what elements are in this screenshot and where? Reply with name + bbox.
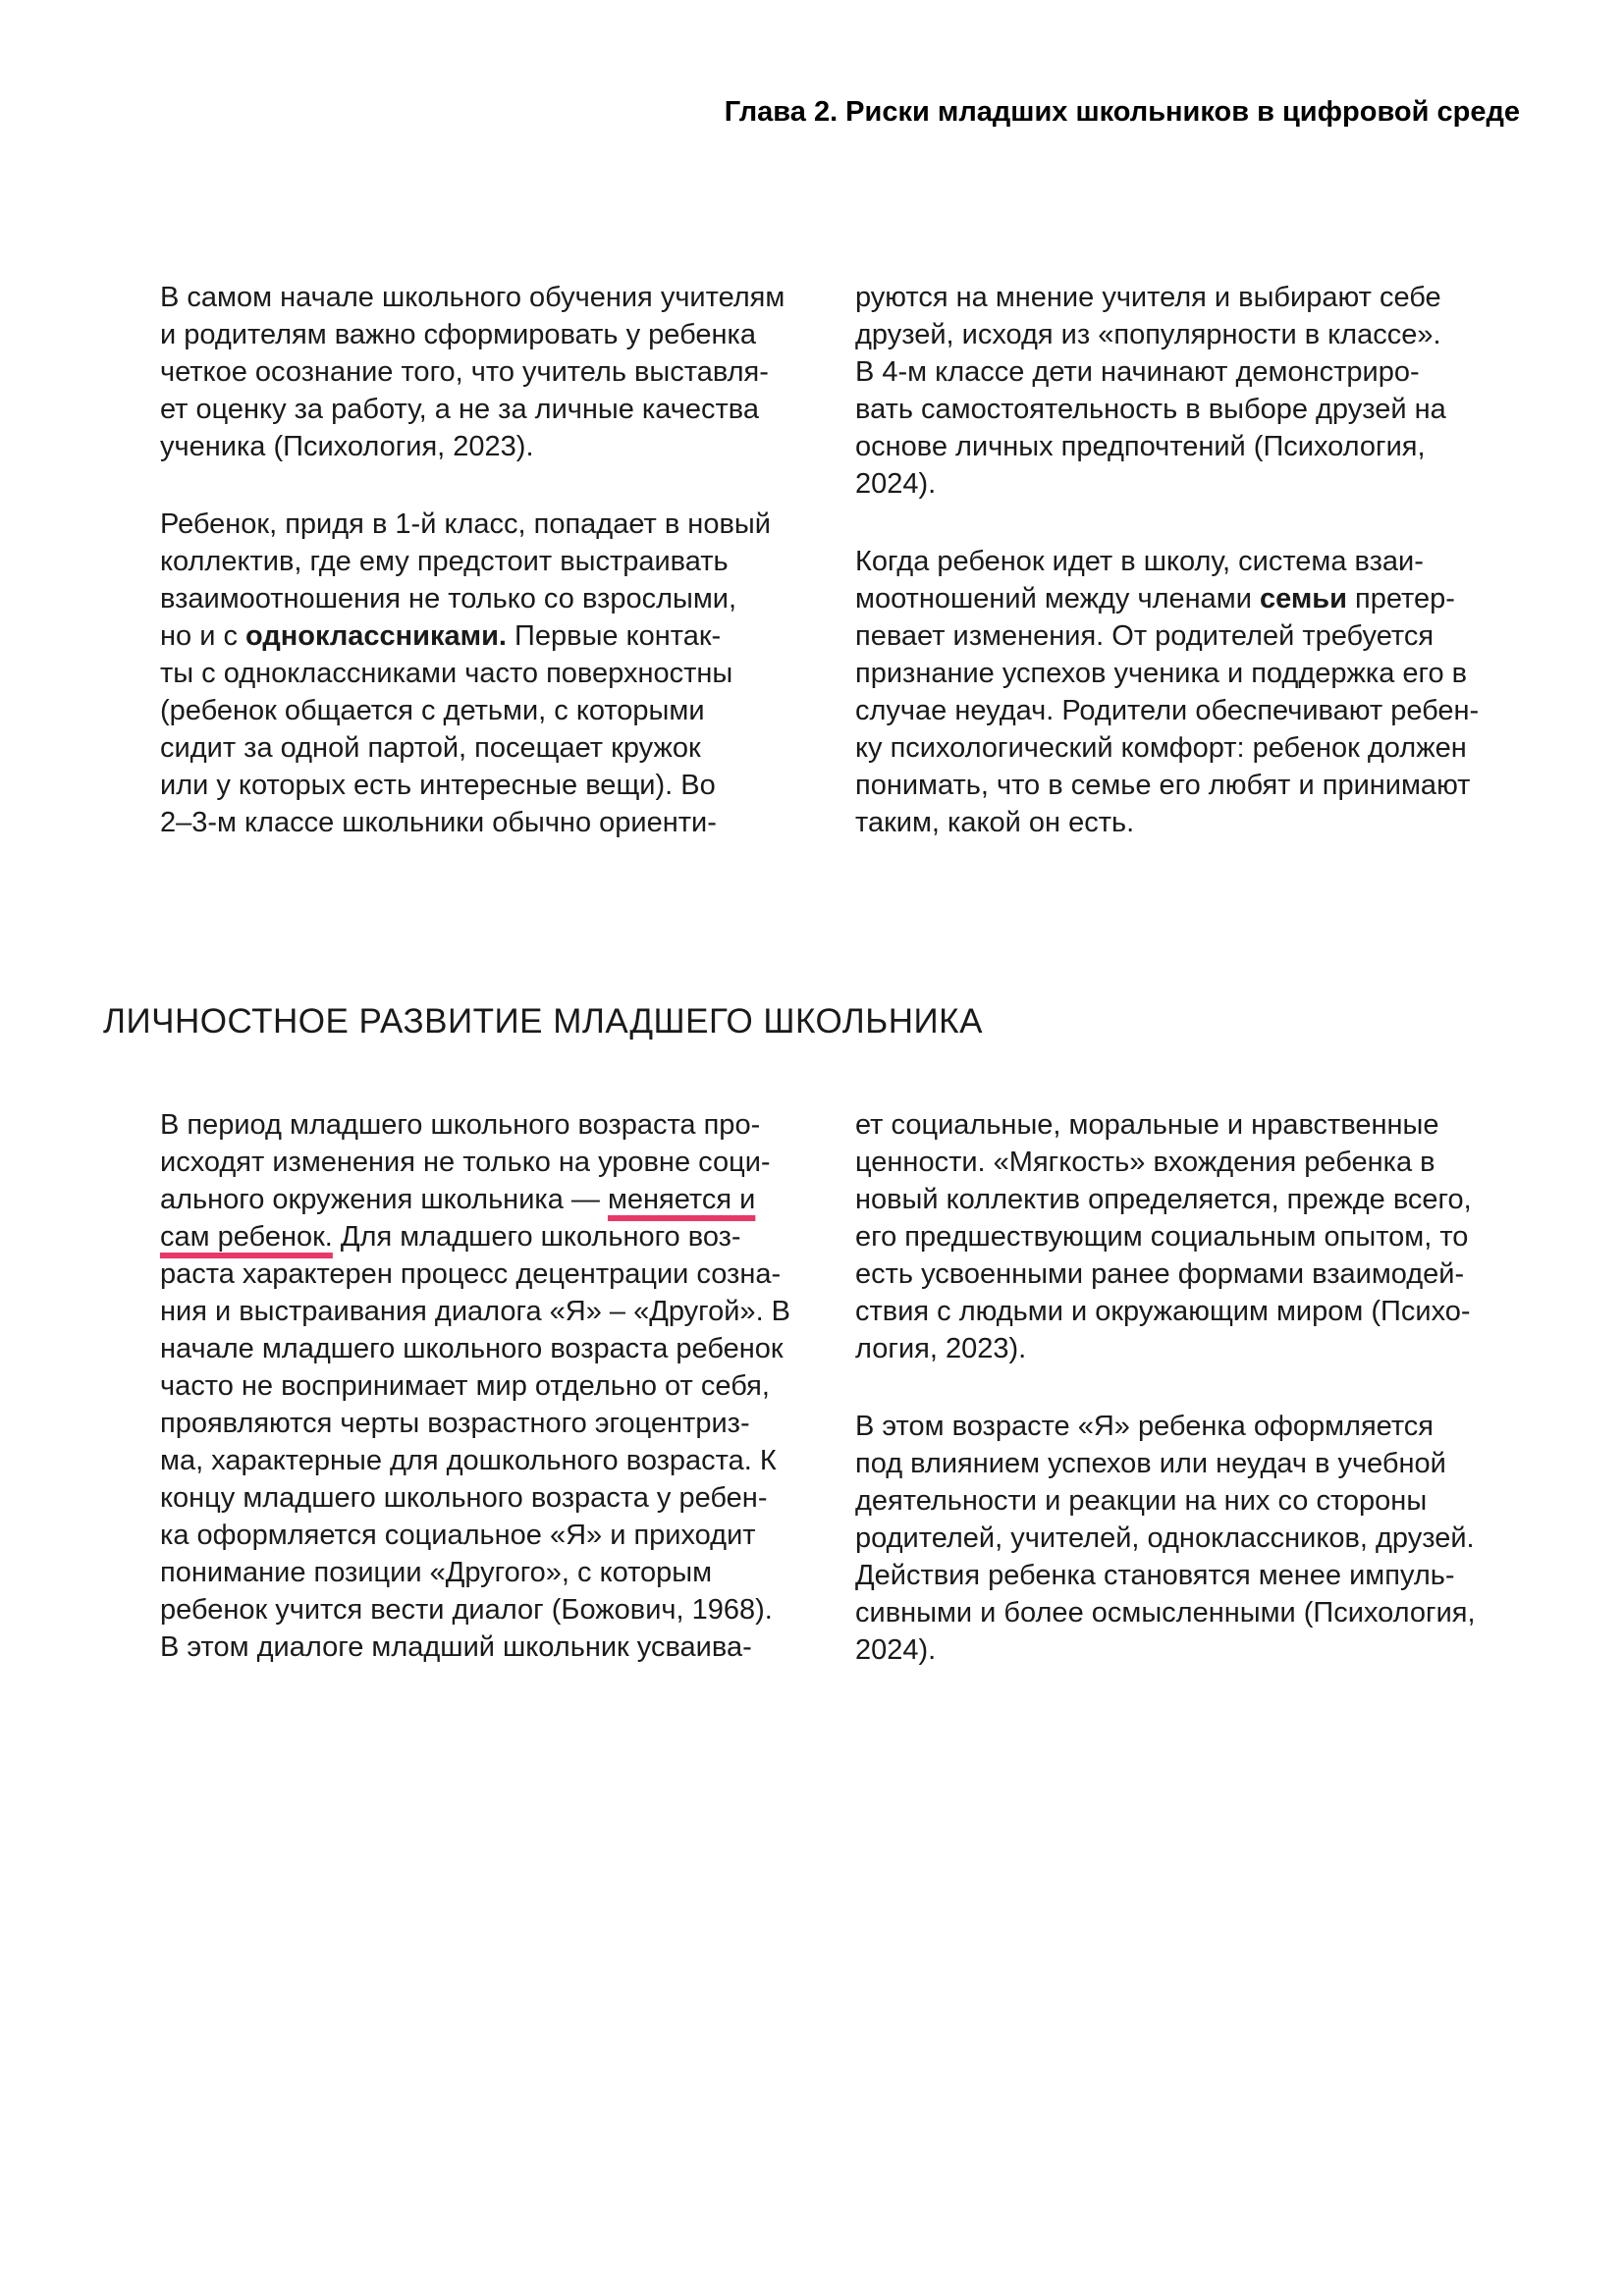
text-run: понимать, что в семье его любят и принимают xyxy=(855,770,1471,801)
running-head-chapter-title: Глава 2. Риски младших школьников в цифровой среде xyxy=(724,96,1520,128)
text-column-left xyxy=(160,1106,820,1666)
text-line xyxy=(855,729,1533,767)
text-run: вать самостоятельность в выборе друзей на xyxy=(855,394,1446,425)
text-line xyxy=(160,1218,820,1255)
text-run: певает изменения. От родителей требуется xyxy=(855,620,1435,652)
text-line xyxy=(855,580,1533,617)
text-run: претер- xyxy=(1346,583,1455,614)
text-line xyxy=(160,617,820,655)
text-run: логия, 2023). xyxy=(855,1333,1027,1364)
text-column-left xyxy=(160,279,820,841)
text-line xyxy=(160,1255,820,1293)
paragraph xyxy=(855,279,1533,503)
text-line xyxy=(160,353,820,391)
text-run: часто не воспринимает мир отдельно от себя, xyxy=(160,1370,770,1402)
text-run: ет оценку за работу, а не за личные качества xyxy=(160,394,759,425)
text-line xyxy=(855,655,1533,692)
text-line xyxy=(855,1631,1533,1669)
text-run: или у которых есть интересные вещи). Во xyxy=(160,770,716,801)
text-run: основе личных предпочтений (Психология, xyxy=(855,431,1426,462)
text-line xyxy=(855,1557,1533,1594)
text-run: таким, какой он есть. xyxy=(855,807,1135,838)
text-run: 2024). xyxy=(855,1634,937,1666)
text-run: ния и выстраивания диалога «Я» – «Другой». В xyxy=(160,1296,791,1327)
text-run: начале младшего школьного возраста ребенок xyxy=(160,1333,784,1364)
text-line xyxy=(160,1181,820,1218)
text-run: и родителям важно сформировать у ребенка xyxy=(160,319,756,350)
bold-text-run: семьи xyxy=(1259,583,1347,614)
text-line xyxy=(160,1591,820,1629)
text-line xyxy=(160,1479,820,1517)
text-line xyxy=(855,1594,1533,1631)
text-line xyxy=(855,279,1533,316)
text-column-right xyxy=(855,279,1533,841)
text-run: новый коллектив определяется, прежде всего, xyxy=(855,1184,1472,1215)
text-line xyxy=(855,428,1533,465)
text-line xyxy=(160,1629,820,1666)
paragraph xyxy=(855,543,1533,841)
text-run: ценности. «Мягкость» вхождения ребенка в xyxy=(855,1147,1435,1178)
text-line xyxy=(160,1442,820,1479)
text-run: Ребенок, придя в 1-й класс, попадает в новый xyxy=(160,508,771,540)
text-line xyxy=(160,1405,820,1442)
text-run: концу младшего школьного возраста у ребен- xyxy=(160,1482,768,1514)
text-line xyxy=(160,391,820,428)
text-run: ма, характерные для дошкольного возраста. К xyxy=(160,1445,777,1476)
text-run: ет социальные, моральные и нравственные xyxy=(855,1109,1439,1141)
text-line xyxy=(855,1218,1533,1255)
text-line xyxy=(160,1144,820,1181)
text-run: (ребенок общается с детьми, с которыми xyxy=(160,695,705,726)
text-line xyxy=(160,655,820,692)
paragraph xyxy=(855,1408,1533,1669)
text-line xyxy=(160,767,820,804)
text-line xyxy=(855,1408,1533,1445)
text-line xyxy=(855,1293,1533,1330)
text-line xyxy=(160,804,820,841)
text-run: ку психологический комфорт: ребенок должен xyxy=(855,732,1467,764)
text-run: его предшествующим социальным опытом, то xyxy=(855,1221,1469,1253)
paragraph xyxy=(160,506,820,841)
text-line xyxy=(160,1554,820,1591)
text-line xyxy=(855,804,1533,841)
text-line xyxy=(160,1517,820,1554)
text-line xyxy=(855,617,1533,655)
text-run: под влиянием успехов или неудач в учебной xyxy=(855,1448,1446,1479)
text-run: раста характерен процесс децентрации созна- xyxy=(160,1258,782,1290)
text-run: Когда ребенок идет в школу, система взаи- xyxy=(855,546,1424,577)
text-run: случае неудач. Родители обеспечивают ребен- xyxy=(855,695,1480,726)
text-run: моотношений между членами xyxy=(855,583,1260,614)
text-run: сивными и более осмысленными (Психология, xyxy=(855,1597,1476,1629)
text-run: друзей, исходя из «популярности в классе». xyxy=(855,319,1441,350)
text-run: В 4-м классе дети начинают демонстриро- xyxy=(855,356,1420,388)
text-line xyxy=(855,767,1533,804)
text-column-right xyxy=(855,1106,1533,1669)
text-line xyxy=(160,1367,820,1405)
text-line xyxy=(160,506,820,543)
text-run: проявляются черты возрастного эгоцентриз- xyxy=(160,1408,750,1439)
text-run: понимание позиции «Другого», с которым xyxy=(160,1557,713,1588)
text-run: ребенок учится вести диалог (Божович, 1968). xyxy=(160,1594,773,1626)
text-run: Первые контак- xyxy=(507,620,722,652)
text-line xyxy=(855,391,1533,428)
text-run: исходят изменения не только на уровне соци- xyxy=(160,1147,771,1178)
text-run: В период младшего школьного возраста про- xyxy=(160,1109,761,1141)
text-run: ты с одноклассниками часто поверхностны xyxy=(160,658,733,689)
text-line xyxy=(160,316,820,353)
text-line xyxy=(855,1482,1533,1520)
text-line xyxy=(855,1255,1533,1293)
text-run: ученика (Психология, 2023). xyxy=(160,431,534,462)
text-line xyxy=(160,1293,820,1330)
text-run: коллектив, где ему предстоит выстраивать xyxy=(160,546,729,577)
text-line xyxy=(855,1520,1533,1557)
text-run: ствия с людьми и окружающим миром (Психо- xyxy=(855,1296,1471,1327)
text-run: но и с xyxy=(160,620,246,652)
text-line xyxy=(160,1330,820,1367)
text-run: признание успехов ученика и поддержка его в xyxy=(855,658,1468,689)
bold-text-run: одноклассниками. xyxy=(245,620,507,652)
text-run: четкое осознание того, что учитель выставля- xyxy=(160,356,769,388)
text-line xyxy=(855,353,1533,391)
text-run: Действия ребенка становятся менее импуль- xyxy=(855,1560,1455,1591)
text-line xyxy=(855,692,1533,729)
text-line xyxy=(160,729,820,767)
text-line xyxy=(855,1106,1533,1144)
text-run: Для младшего школьного воз- xyxy=(332,1221,741,1253)
paragraph xyxy=(160,1106,820,1666)
accent-underlined-text-run: меняется и xyxy=(607,1184,756,1215)
text-run: ка оформляется социальное «Я» и приходит xyxy=(160,1520,756,1551)
paragraph xyxy=(160,279,820,465)
text-line xyxy=(855,316,1533,353)
text-run: взаимоотношения не только со взрослыми, xyxy=(160,583,737,614)
text-line xyxy=(160,692,820,729)
text-run: есть усвоенными ранее формами взаимодей- xyxy=(855,1258,1465,1290)
text-run: деятельности и реакции на них со стороны xyxy=(855,1485,1428,1517)
text-run: 2024). xyxy=(855,468,937,500)
text-line xyxy=(160,279,820,316)
text-run: сидит за одной партой, посещает кружок xyxy=(160,732,701,764)
text-run: 2–3-м классе школьники обычно ориенти- xyxy=(160,807,717,838)
text-line xyxy=(855,1144,1533,1181)
paragraph xyxy=(855,1106,1533,1367)
accent-underlined-text-run: сам ребенок. xyxy=(160,1221,333,1253)
text-line xyxy=(160,580,820,617)
text-run: В этом диалоге младший школьник усваива- xyxy=(160,1631,752,1663)
text-run: ального окружения школьника — xyxy=(160,1184,608,1215)
text-run: В этом возрасте «Я» ребенка оформляется xyxy=(855,1411,1434,1442)
section-heading: ЛИЧНОСТНОЕ РАЗВИТИЕ МЛАДШЕГО ШКОЛЬНИКА xyxy=(103,1002,983,1041)
text-line xyxy=(855,1330,1533,1367)
text-run: В самом начале школьного обучения учителям xyxy=(160,282,785,313)
text-line xyxy=(855,1181,1533,1218)
text-line xyxy=(160,543,820,580)
text-line xyxy=(160,1106,820,1144)
text-line xyxy=(855,465,1533,503)
text-run: руются на мнение учителя и выбирают себе xyxy=(855,282,1441,313)
text-line xyxy=(855,1445,1533,1482)
text-line xyxy=(855,543,1533,580)
text-run: родителей, учителей, одноклассников, друзей. xyxy=(855,1522,1475,1554)
text-line xyxy=(160,428,820,465)
